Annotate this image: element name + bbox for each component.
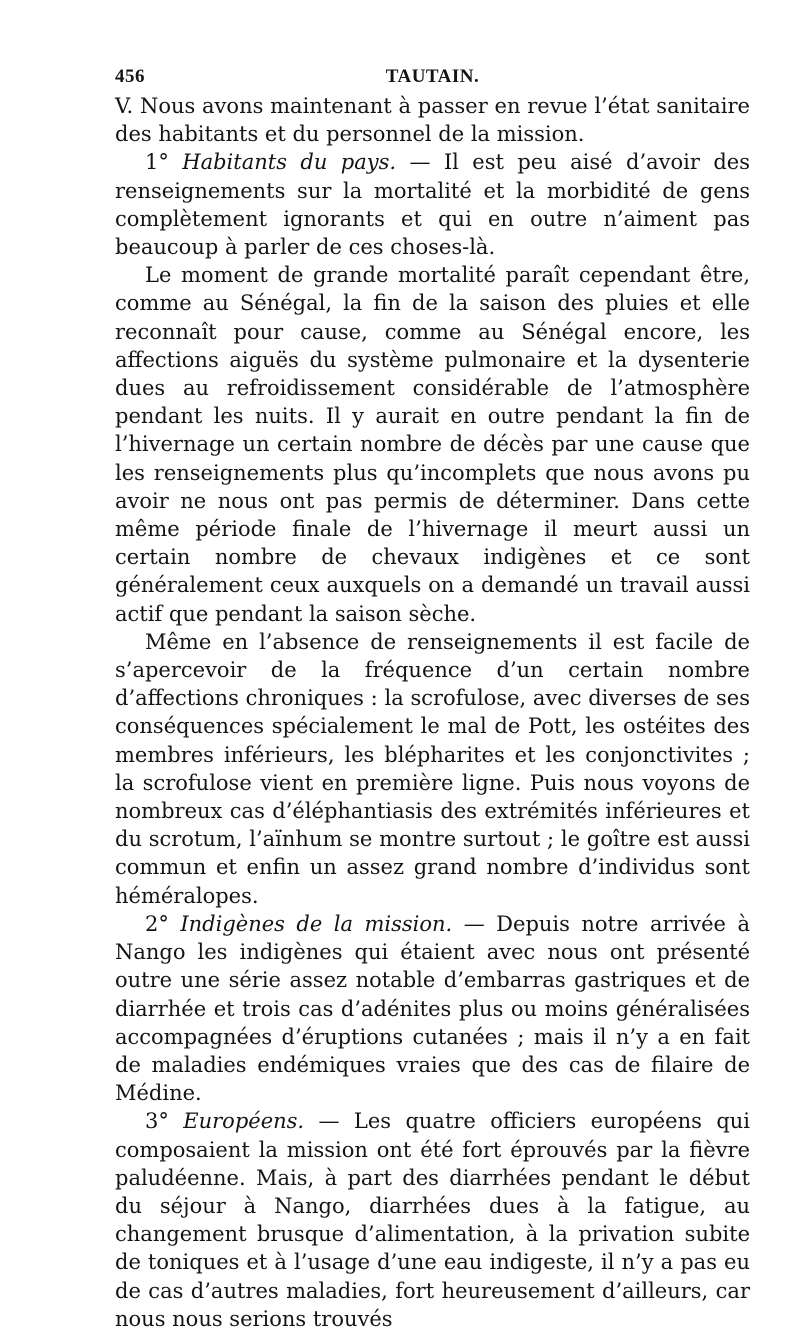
body-text: [115, 92, 750, 1333]
page-header: [115, 60, 750, 92]
paragraph-affections: Même en l’absence de renseignements il est facile de s’apercevoir de la fréquence d’un certain nombre d’affections chroniques : la scrofulose, avec diverses de ses conséquences spécialement le mal de Pott, les ostéites des membres inférieurs, les blépharites et les conjonctivites ; la scrofulose vient en première ligne. Puis nous voyons de nombreux cas d’éléphantiasis des extrémités inférieures et du scrotum, l’aïnhum se montre surtout ; le goître est aussi commun et enfin un assez grand nombre d’individus sont héméralopes.: [115, 629, 750, 908]
paragraph-mortalite: Le moment de grande mortalité paraît cependant être, comme au Sénégal, la fin de la saison des pluies et elle reconnaît pour cause, comme au Sénégal encore, les affections aiguës du système pulmonaire et la dysenterie dues au refroidissement considérable de l’atmosphère pendant les nuits. Il y aurait en outre pendant la fin de l’hivernage un certain nombre de décès par une cause que les renseignements plus qu’incomplets que nous avons pu avoir ne nous ont pas permis de déterminer. Dans cette même période finale de l’hivernage il meurt aussi un certain nombre de chevaux indigènes et ce sont généralement ceux auxquels on a demandé un travail aussi actif que pendant la saison sèche.: [115, 263, 750, 626]
section-number: 1°: [145, 150, 183, 175]
section-number: 3°: [145, 1109, 184, 1134]
paragraph-text: — Les quatre officiers européens qui composaient la mission ont été fort éprouvés par la fièvre paludéenne. Mais, à part des diarrhées pendant le début du séjour à Nango, diarrhées dues à la fatigue, au changement brusque d’alimentation, à la privation subite de toniques et à l’usage d’une eau indigeste, il n’y a pas eu de cas d’autres maladies, fort heureusement d’ailleurs, car nous nous serions trouvés: [115, 1109, 750, 1331]
section-title: Indigènes de la mission.: [180, 911, 453, 936]
paragraph-habitants: [115, 148, 750, 261]
paragraph-europeens: [115, 1107, 750, 1333]
paragraph-text: — Il est peu aisé d’avoir des renseignements sur la mortalité et la morbidité de gens complètement ignorants et qui en outre n’aiment pas beaucoup à parler de ces choses-là.: [115, 150, 750, 260]
running-head: TAUTAIN.: [385, 66, 480, 87]
section-title: Habitants du pays.: [182, 150, 397, 175]
paragraph-indigenes: [115, 910, 750, 1107]
paragraph-intro: V. Nous avons maintenant à passer en revue l’état sanitaire des habitants et du personnel de la mission.: [115, 94, 750, 147]
paragraph-text: — Depuis notre arrivée à Nango les indigènes qui étaient avec nous ont présenté outre une série assez notable d’embarras gastriques et de diarrhée et trois cas d’adénites plus ou moins généralisées accompagnées d’éruptions cutanées ; mais il n’y a en fait de maladies endémiques vraies que des cas de filaire de Médine.: [115, 911, 750, 1106]
page-number: 456: [115, 66, 145, 87]
section-number: 2°: [145, 911, 181, 936]
section-title: Européens.: [183, 1109, 305, 1134]
